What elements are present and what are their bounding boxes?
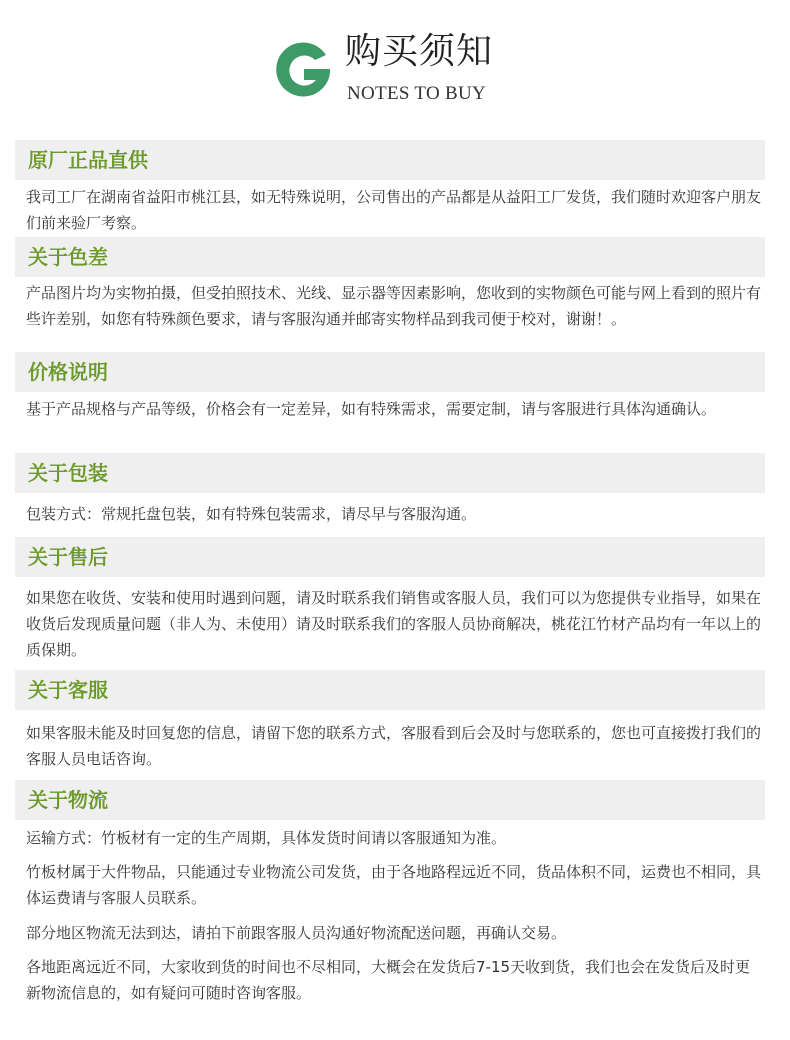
section-logistics	[15, 780, 765, 1006]
section-paragraph: 包装方式：常规托盘包装，如有特殊包装需求，请尽早与客服沟通。	[26, 505, 477, 523]
section-customer-service	[15, 670, 765, 772]
section-paragraph: 产品图片均为实物拍摄，但受拍照技术、光线、显示器等因素影响，您收到的实物颜色可能与网上看到的照片有些许差别，如您有特殊颜色要求，请与客服沟通并邮寄实物样品到我司便于校对，谢谢！。	[26, 284, 762, 328]
section-title: 关于色差	[28, 245, 108, 269]
section-title: 关于包装	[28, 461, 108, 485]
section-color-difference	[15, 237, 765, 332]
section-header	[15, 237, 765, 277]
section-header	[15, 453, 765, 493]
section-header	[15, 537, 765, 577]
page-title: 购买须知	[345, 31, 494, 72]
page-header	[0, 0, 790, 130]
section-title: 原厂正品直供	[28, 148, 148, 172]
section-paragraph: 如果客服未能及时回复您的信息，请留下您的联系方式，客服看到后会及时与您联系的，您也可直接拨打我们的客服人员电话咨询。	[26, 724, 762, 768]
page-subtitle: NOTES TO BUY	[347, 83, 487, 104]
section-paragraph: 运输方式：竹板材有一定的生产周期，具体发货时间请以客服通知为准。	[26, 829, 507, 847]
section-original-factory	[15, 140, 765, 236]
section-paragraph: 部分地区物流无法到达，请拍下前跟客服人员沟通好物流配送问题，再确认交易。	[26, 924, 567, 942]
section-after-sales	[15, 537, 765, 663]
section-title: 关于客服	[28, 678, 108, 702]
section-paragraph: 我司工厂在湖南省益阳市桃江县，如无特殊说明，公司售出的产品都是从益阳工厂发货，我们随时欢迎客户朋友们前来验厂考察。	[26, 188, 762, 232]
section-price-note	[15, 352, 765, 422]
section-paragraph: 基于产品规格与产品等级，价格会有一定差异，如有特殊需求，需要定制，请与客服进行具体沟通确认。	[26, 400, 717, 418]
section-paragraph: 竹板材属于大件物品，只能通过专业物流公司发货，由于各地路程远近不同，货品体积不同，运费也不相同，具体运费请与客服人员联系。	[26, 863, 762, 907]
g-logo-icon	[268, 35, 338, 105]
section-title: 价格说明	[28, 360, 108, 384]
section-title: 关于物流	[28, 788, 108, 812]
section-header	[15, 780, 765, 820]
section-paragraph: 如果您在收货、安装和使用时遇到问题，请及时联系我们销售或客服人员，我们可以为您提供专业指导，如果在收货后发现质量问题（非人为、未使用）请及时联系我们的客服人员协商解决，桃花江竹材产品均有一年以上的质保期。	[26, 589, 762, 659]
section-header	[15, 670, 765, 710]
section-packaging	[15, 453, 765, 527]
section-header	[15, 140, 765, 180]
section-header	[15, 352, 765, 392]
section-title: 关于售后	[28, 545, 108, 569]
section-paragraph: 各地距离远近不同，大家收到货的时间也不尽相同，大概会在发货后7-15天收到货，我们也会在发货后及时更新物流信息的，如有疑问可随时咨询客服。	[26, 958, 751, 1002]
